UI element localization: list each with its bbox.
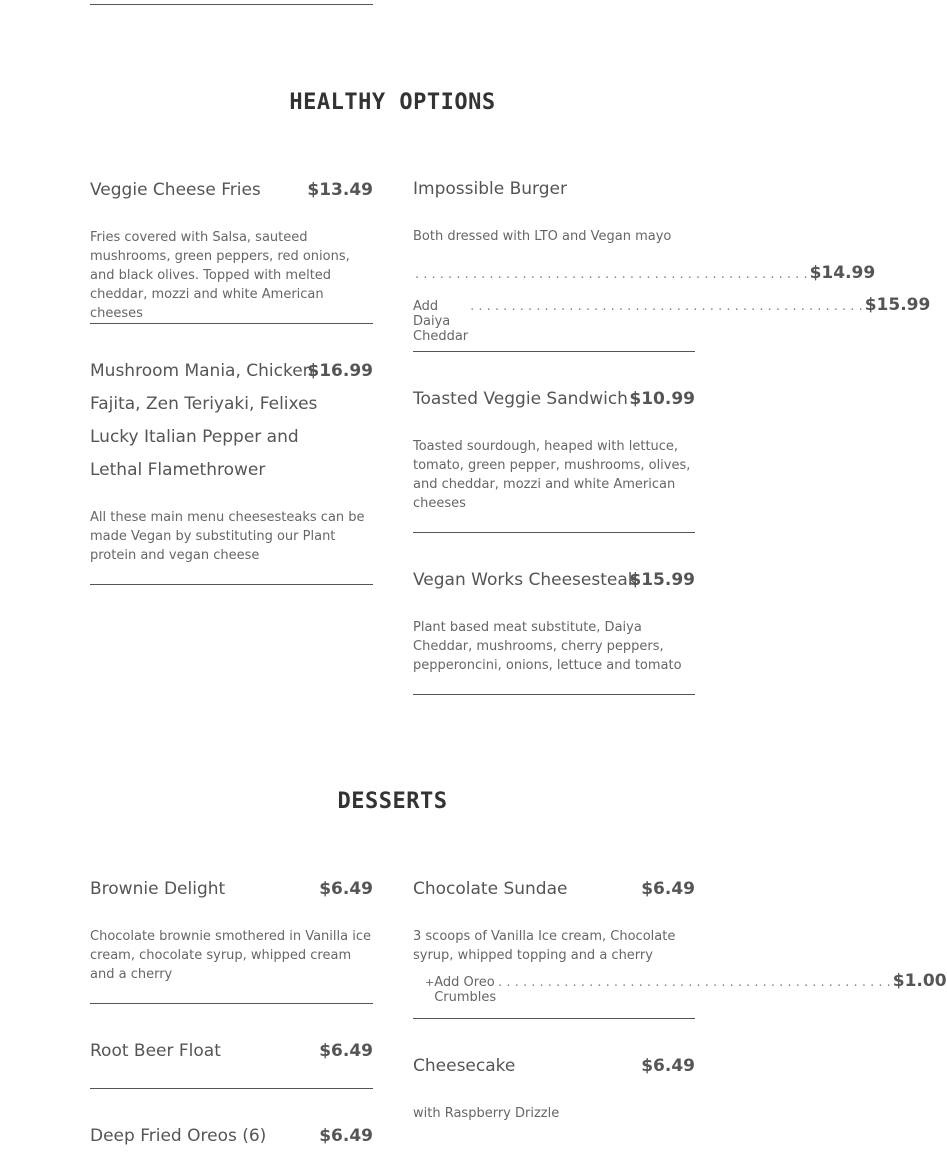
item-price: $6.49 xyxy=(641,1056,695,1076)
addon-label: Add Oreo Crumbles xyxy=(434,975,497,1005)
item-title: Root Beer Float xyxy=(90,1041,221,1061)
divider xyxy=(90,584,373,585)
item-price: $16.99 xyxy=(307,361,373,381)
divider xyxy=(90,323,373,324)
item-description: with Raspberry Drizzle xyxy=(413,1106,560,1121)
menu-item-mushroom-mania xyxy=(90,355,373,565)
item-description: All these main menu cheesesteaks can be made Vegan by substituting our Plant protein and vegan cheese xyxy=(90,510,365,563)
item-title: Veggie Cheese Fries xyxy=(90,180,261,200)
item-price: $13.49 xyxy=(307,180,373,200)
section-heading-healthy: HEALTHY OPTIONS xyxy=(289,90,496,115)
item-description: Both dressed with LTO and Vegan mayo xyxy=(413,229,672,244)
addon-row xyxy=(413,971,947,1005)
option-price: $15.99 xyxy=(864,295,931,315)
item-price: $6.49 xyxy=(319,1041,373,1061)
plus-icon: + xyxy=(425,976,435,989)
divider xyxy=(413,532,695,533)
item-price: $6.49 xyxy=(319,1126,373,1146)
menu-item-impossible-burger xyxy=(413,173,931,344)
menu-item-root-beer-float xyxy=(90,1035,373,1068)
divider xyxy=(90,1088,373,1089)
option-price: $14.99 xyxy=(809,263,876,283)
divider xyxy=(90,4,373,5)
dot-leader: . . . . . . . . . . . . . . . . . . . . . . . . . . . . . . . . . . . . . . . . . . . . . . . . xyxy=(498,975,891,990)
item-description: Fries covered with Salsa, sauteed mushrooms, green peppers, red onions, and black olives. Topped with melted cheddar, mozzi and white American cheeses xyxy=(90,230,350,321)
item-title: Impossible Burger xyxy=(413,179,567,199)
divider xyxy=(413,694,695,695)
item-price: $15.99 xyxy=(629,570,695,590)
addon-price: $1.00 xyxy=(892,971,947,991)
divider xyxy=(413,351,695,352)
menu-item-deep-fried-oreos xyxy=(90,1120,373,1153)
divider xyxy=(90,1003,373,1004)
menu-item-veggie-cheese-fries xyxy=(90,174,373,323)
item-title: Cheesecake xyxy=(413,1056,516,1076)
dot-leader: . . . . . . . . . . . . . . . . . . . . . . . . . . . . . . . . . . . . . . . . . . . . . . . . xyxy=(470,299,863,314)
menu-item-brownie-delight xyxy=(90,873,373,984)
item-title: Vegan Works Cheesesteak xyxy=(413,570,638,590)
item-description: 3 scoops of Vanilla Ice cream, Chocolate syrup, whipped topping and a cherry xyxy=(413,929,676,963)
item-description: Plant based meat substitute, Daiya Cheddar, mushrooms, cherry peppers, pepperoncini, onions, lettuce and tomato xyxy=(413,620,682,673)
menu-item-chocolate-sundae xyxy=(413,873,947,1005)
item-title: Toasted Veggie Sandwich xyxy=(413,389,628,409)
item-price: $10.99 xyxy=(629,389,695,409)
section-heading-desserts: DESSERTS xyxy=(337,789,448,814)
menu-item-vegan-works-cheesesteak xyxy=(413,564,695,675)
item-description: Chocolate brownie smothered in Vanilla ice cream, chocolate syrup, whipped cream and a cherry xyxy=(90,929,371,982)
item-title: Brownie Delight xyxy=(90,879,226,899)
option-label: Add Daiya Cheddar xyxy=(413,299,469,344)
item-description: Toasted sourdough, heaped with lettuce, tomato, green pepper, mushrooms, olives, and cheddar, mozzi and white American cheeses xyxy=(413,439,691,511)
item-price: $6.49 xyxy=(641,879,695,899)
option-row xyxy=(413,295,931,344)
divider xyxy=(413,1018,695,1019)
item-price: $6.49 xyxy=(319,879,373,899)
item-title: Deep Fried Oreos (6) xyxy=(90,1126,267,1146)
item-title: Mushroom Mania, Chicken Fajita, Zen Teriyaki, Felixes Lucky Italian Pepper and Lethal Flamethrower xyxy=(90,361,318,480)
option-row xyxy=(413,263,876,285)
menu-item-cheesecake xyxy=(413,1050,695,1123)
menu-item-toasted-veggie-sandwich xyxy=(413,383,695,513)
dot-leader: . . . . . . . . . . . . . . . . . . . . . . . . . . . . . . . . . . . . . . . . . . . . . . . . xyxy=(415,267,808,282)
item-title: Chocolate Sundae xyxy=(413,879,568,899)
